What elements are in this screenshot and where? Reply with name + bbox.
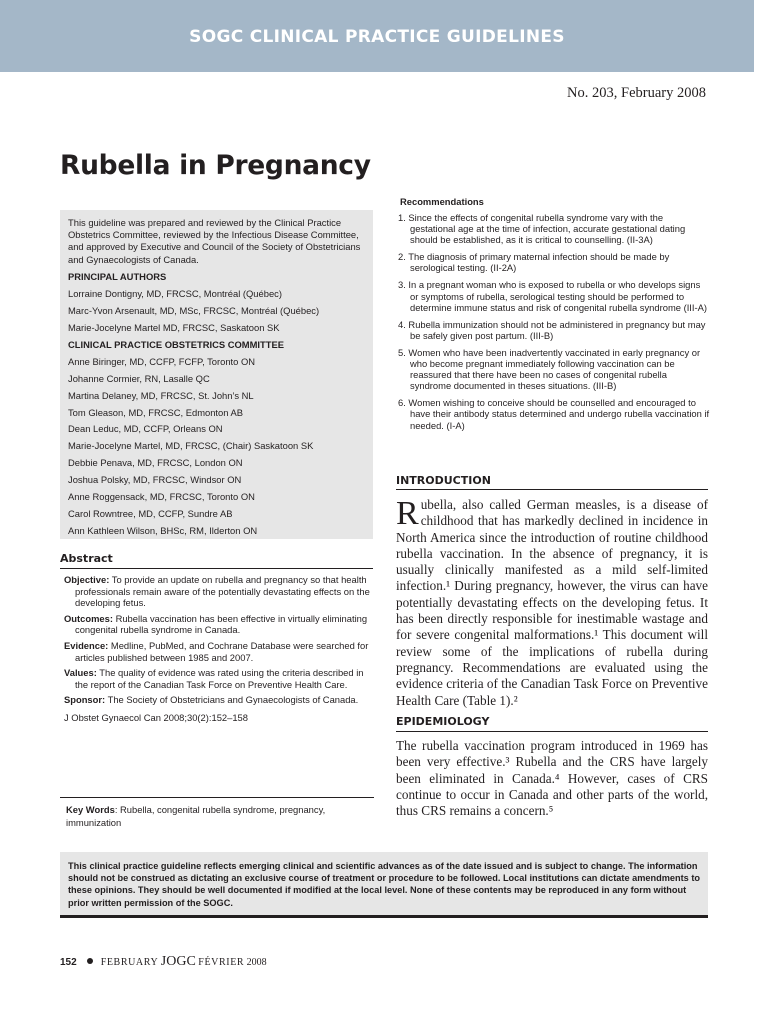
committee-member: Marie-Jocelyne Martel, MD, FRCSC, (Chair) Saskatoon SK [68,440,314,452]
introduction-divider [396,489,708,490]
abstract-divider [60,568,373,569]
abstract-text: Rubella vaccination has been effective in virtually eliminating congenital rubella syndrome in Canada. [75,612,368,636]
disclaimer-text: This clinical practice guideline reflects emerging clinical and scientific advances as of the date issued and is subject to change. The information should not be construed as dictating an exclusive course of treatment or procedure to be followed. Local institutions can dictate amendments to these opinions. They should be well documented if modified at the local level. None of these contents may be reproduced in any form without prior written permission of the SOGC. [68,861,700,908]
recommendation-item: 5. Women who have been inadvertently vaccinated in early pregnancy or who become pregnant immediately following vaccination can be reassured that there have been no cases of congenital rubella syndrome documented in theses situations. (III-B) [398,346,701,392]
abstract-body [64,574,370,724]
committee-member: Carol Rowntree, MD, CCFP, Sundre AB [68,507,233,519]
introduction-text [396,497,708,709]
abstract-text: To provide an update on rubella and pregnancy so that health professionals remain aware of the potentially devastating effects on the developing fetus. [75,574,370,609]
recommendation-item: 4. Rubella immunization should not be administered in pregnancy but may be safely given post partum. (III-B) [398,318,706,341]
abstract-heading: Abstract [60,552,113,565]
committee-member: Tom Gleason, MD, FRCSC, Edmonton AB [68,406,244,418]
committee-member: Debbie Penava, MD, FRCSC, London ON [68,457,243,469]
page-title: Rubella in Pregnancy [60,150,371,181]
abstract-label: Outcomes: [64,612,113,624]
abstract-label: Values: [64,667,97,679]
committee-member: Johanne Cormier, RN, Lasalle QC [68,372,210,384]
header-banner [0,0,754,72]
committee-list [68,356,365,542]
bullet-icon [87,958,93,964]
principal-authors-list [68,288,365,339]
recommendations-heading: Recommendations [400,196,484,207]
abstract-item [64,574,370,609]
recommendation-item: 1. Since the effects of congenital rubella syndrome vary with the gestational age at the time of infection, accurate gestational dating should be established, as it is critical to counselling. (II-3A) [398,212,686,246]
journal-name: JOGC [160,954,196,969]
abstract-text: The Society of Obstetricians and Gynaecologists of Canada. [105,694,359,706]
banner-title: SOGC CLINICAL PRACTICE GUIDELINES [189,27,565,47]
abstract-label: Objective: [64,574,110,585]
epidemiology-heading: EPIDEMIOLOGY [396,715,490,728]
drop-cap: R [396,495,419,532]
recommendations-list [398,212,710,437]
abstract-item [64,694,370,706]
abstract-label: Evidence: [64,639,109,651]
committee-member: Dean Leduc, MD, CCFP, Orleans ON [68,423,223,435]
authors-box [60,210,373,539]
committee-member: Martina Delaney, MD, FRCSC, St. John’s NL [68,389,254,401]
committee-member: Anne Biringer, MD, CCFP, FCFP, Toronto ON [68,355,256,367]
keywords-label: Key Words [66,804,115,815]
committee-member: Anne Roggensack, MD, FRCSC, Toronto ON [68,491,255,503]
author-item: Marc-Yvon Arsenault, MD, MSc, FRCSC, Montréal (Québec) [68,304,320,316]
introduction-heading: INTRODUCTION [396,474,491,487]
author-item: Lorraine Dontigny, MD, FRCSC, Montréal (Québec) [68,288,282,300]
keywords-text: : Rubella, congenital rubella syndrome, pregnancy, immunization [66,804,326,828]
page-number: 152 [60,957,77,968]
footer-month-fr: FÉVRIER [198,957,245,968]
recommendation-item: 2. The diagnosis of primary maternal infection should be made by serological testing. (II-2A) [398,251,670,274]
guideline-statement: This guideline was prepared and reviewed by the Clinical Practice Obstetrics Committee, reviewed by the Infectious Disease Committee, and approved by Executive and Council of the Society of Obstetricians and Gynaecologists of Canada. [68,217,361,265]
keywords [66,804,366,830]
principal-authors-heading: PRINCIPAL AUTHORS [68,270,167,282]
abstract-label: Sponsor: [64,694,106,706]
issue-number: No. 203, February 2008 [567,85,706,101]
epidemiology-text: The rubella vaccination program introduced in 1969 has been very effective.³ Rubella and the CRS have largely been eliminated in Canada.⁴ However, cases of CRS continue to occur in Canada and other parts of the world, thus CRS remains a concern.⁵ [396,738,708,819]
footer-year: 2008 [246,957,267,968]
footer-month-en: FEBRUARY [100,957,159,968]
committee-heading: CLINICAL PRACTICE OBSTETRICS COMMITTEE [68,338,284,350]
abstract-item [64,640,370,663]
recommendation-item: 6. Women wishing to conceive should be counselled and encouraged to have their antibody status determined and undergo rubella vaccination if needed. (I-A) [398,397,710,431]
disclaimer-box [60,852,708,918]
abstract-text: The quality of evidence was rated using the criteria described in the report of the Canadian Task Force on Preventive Health Care. [75,667,364,690]
journal-citation: J Obstet Gynaecol Can 2008;30(2):152–158 [64,711,248,723]
abstract-item [64,613,370,636]
abstract-text: Medline, PubMed, and Cochrane Database were searched for articles published between 1985 and 2007. [75,639,369,663]
committee-member: Ann Kathleen Wilson, BHSc, RM, Ilderton ON [68,524,258,536]
author-item: Marie-Jocelyne Martel MD, FRCSC, Saskatoon SK [68,321,280,333]
abstract-item [64,667,370,690]
epidemiology-divider [396,731,708,732]
committee-member: Joshua Polsky, MD, FRCSC, Windsor ON [68,474,242,486]
keywords-divider [60,797,374,798]
introduction-body: ubella, also called German measles, is a disease of childhood that has markedly declined in incidence in North America since the introduction of routine childhood rubella vaccination. In the absence of pregnancy, it is usually clinically manifested as a mild self-limited infection.¹ During pregnancy, however, the virus can have potentially devastating effects on the developing fetus. It has been directly responsible for inestimable wastage and for severe congenital malformations.¹ This document will review some of the implications of rubella during pregnancy. Recommendations are evaluated using the evidence criteria of the Canadian Task Force on Preventive Health Care (Table 1).² [396,497,708,708]
page-footer [60,954,267,970]
recommendation-item: 3. In a pregnant woman who is exposed to rubella or who develops signs or symptoms of rubella, serological testing should be performed to determine immune status and risk of congenital rubella syndrome (III-A) [398,279,708,313]
